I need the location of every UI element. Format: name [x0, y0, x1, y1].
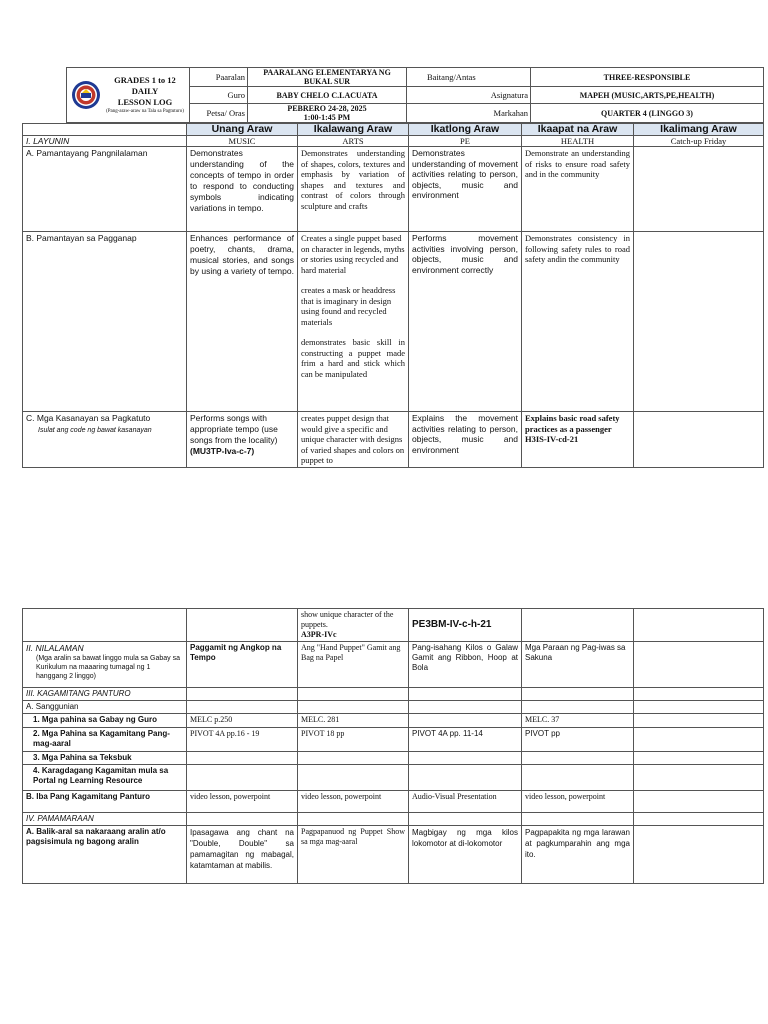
ref-label: A. Sanggunian [23, 701, 187, 714]
row-a-catchup [634, 147, 764, 232]
rb-health: video lesson, powerpoint [522, 791, 634, 813]
pa-catchup [634, 826, 764, 884]
logo-box [67, 68, 190, 123]
r4-empty-4 [522, 765, 634, 791]
lesson-table-page1 [22, 123, 764, 468]
r3-label: 3. Mga Pahina sa Teksbuk [23, 752, 187, 765]
p2-cont-pe-code: PE3BM-IV-c-h-21 [409, 609, 522, 642]
row-c-health: Explains basic road safety practices as a passenger [525, 413, 620, 434]
row-b-catchup [634, 232, 764, 412]
row-a-music: Demonstrates understanding of the concepts of tempo in order to respond to conducting symbols indicating variations in tempo. [187, 147, 298, 232]
p2-cont-arts-code: A3PR-IVc [301, 630, 337, 639]
resources-empty-5 [634, 688, 764, 701]
objectives-label: I. LAYUNIN [23, 136, 187, 147]
r3-empty-2 [298, 752, 409, 765]
resources-empty-4 [522, 688, 634, 701]
header-table [66, 67, 764, 123]
p2-cont-catchup [634, 609, 764, 642]
row-c-pe: Explains the movement activities relating to person, objects, music and environment [409, 412, 522, 468]
rb-music: video lesson, powerpoint [187, 791, 298, 813]
row-b-arts-p1: Creates a single puppet based on character in legends, myths or stories using recycled and hard material [301, 233, 405, 275]
pa-label: A. Balik-aral sa nakaraang aralin at/o pagsisimula ng bagong aralin [23, 826, 187, 884]
row-b-arts-p2: creates a mask or headdress that is imaginary in design using found and recycled materials [301, 285, 396, 327]
p2-cont-arts-cell [298, 609, 409, 642]
r1-health: MELC. 37 [522, 714, 634, 728]
p2-cont-arts: show unique character of the puppets. [301, 610, 394, 629]
day-3: Ikatlong Araw [409, 124, 522, 136]
content-health: Mga Paraan ng Pag-iwas sa Sakuna [522, 642, 634, 688]
p2-cont-music [187, 609, 298, 642]
r2-catchup [634, 728, 764, 752]
proc-empty-4 [522, 813, 634, 826]
row-b-pe: Performs movement activities involving person, objects, music and environment correctly [409, 232, 522, 412]
r1-label: 1. Mga pahina sa Gabay ng Guro [23, 714, 187, 728]
pa-pe: Magbigay ng mga kilos lokomotor at di-lokomotor [409, 826, 522, 884]
resources-empty-3 [409, 688, 522, 701]
day-2: Ikalawang Araw [298, 124, 409, 136]
grade-value: THREE-RESPONSIBLE [531, 68, 764, 87]
day-1: Unang Araw [187, 124, 298, 136]
proc-empty-3 [409, 813, 522, 826]
r4-empty-5 [634, 765, 764, 791]
row-a-pe: Demonstrates understanding of movement activities relating to person, objects, music and environment [409, 147, 522, 232]
teacher-label: Guro [190, 87, 248, 104]
row-c-health-code: H3IS-IV-cd-21 [525, 434, 579, 444]
r3-empty-5 [634, 752, 764, 765]
ref-empty-1 [187, 701, 298, 714]
proc-label: IV. PAMAMARAAN [23, 813, 187, 826]
grade-label: Baitang/Antas [407, 68, 531, 87]
p2-cont-health [522, 609, 634, 642]
row-b-music: Enhances performance of poetry, chants, drama, musical stories, and songs by using a variety of tempo. [187, 232, 298, 412]
proc-empty-2 [298, 813, 409, 826]
pa-music: Ipasagawa ang chant na "Double, Double" sa pamamagitan ng mabagal, katamtaman at mabilis. [187, 826, 298, 884]
content-arts: Ang "Hand Puppet" Gamit ang Bag na Papel [298, 642, 409, 688]
r4-empty-1 [187, 765, 298, 791]
row-b-arts-p3: demonstrates basic skill in constructing a puppet made frim a hard and stick which can be manipulated [301, 337, 405, 379]
rb-pe: Audio-Visual Presentation [409, 791, 522, 813]
logo-line4: (Pang-araw-araw na Tala sa Pagtuturo) [106, 109, 184, 114]
subject-music: MUSIC [187, 136, 298, 147]
resources-label: III. KAGAMITANG PANTURO [23, 688, 187, 701]
r1-catchup [634, 714, 764, 728]
quarter-value: QUARTER 4 (LINGGO 3) [531, 104, 764, 123]
date-time-value [248, 104, 407, 123]
row-c-label: C. Mga Kasanayan sa Pagkatuto [26, 413, 151, 423]
row-a-health: Demonstrate an understanding of risks to ensure road safety and in the community [522, 147, 634, 232]
corner-cell [23, 124, 187, 136]
ref-empty-2 [298, 701, 409, 714]
row-c-catchup [634, 412, 764, 468]
resources-empty-1 [187, 688, 298, 701]
row-c-health-cell [522, 412, 634, 468]
row-b-label: B. Pamantayan sa Pagganap [23, 232, 187, 412]
row-b-health: Demonstrates consistency in following safety rules to road safety andin the community [522, 232, 634, 412]
subject-pe: PE [409, 136, 522, 147]
r4-label: 4. Karagdagang Kagamitan mula sa Portal ng Learning Resource [23, 765, 187, 791]
day-5: Ikalimang Araw [634, 124, 764, 136]
r3-empty-4 [522, 752, 634, 765]
content-label-cell [23, 642, 187, 688]
row-c-music: Performs songs with appropriate tempo (use songs from the locality) [190, 413, 278, 445]
r1-arts: MELC. 281 [298, 714, 409, 728]
r2-music: PIVOT 4A pp.16 - 19 [187, 728, 298, 752]
school-label: Paaralan [190, 68, 248, 87]
rb-catchup [634, 791, 764, 813]
content-label: II. NILALAMAN [26, 643, 84, 653]
row-c-sublabel: Isulat ang code ng bawat kasanayan [38, 426, 152, 434]
rb-label: B. Iba Pang Kagamitang Panturo [23, 791, 187, 813]
subject-arts: ARTS [298, 136, 409, 147]
teacher-value: BABY CHELO C.LACUATA [248, 87, 407, 104]
proc-empty-5 [634, 813, 764, 826]
row-c-arts: creates puppet design that would give a specific and unique character with designs of varied shapes and colors on puppet to [298, 412, 409, 468]
lesson-table-page2 [22, 608, 764, 884]
pa-arts: Pagpapanuod ng Puppet Show sa mga mag-aaral [298, 826, 409, 884]
r1-pe [409, 714, 522, 728]
row-c-label-cell [23, 412, 187, 468]
r2-arts: PIVOT 18 pp [298, 728, 409, 752]
deped-seal-icon [71, 80, 101, 110]
day-4: Ikaapat na Araw [522, 124, 634, 136]
content-catchup [634, 642, 764, 688]
subject-catchup: Catch-up Friday [634, 136, 764, 147]
ref-empty-5 [634, 701, 764, 714]
rb-arts: video lesson, powerpoint [298, 791, 409, 813]
row-c-music-cell [187, 412, 298, 468]
row-a-label: A. Pamantayang Pangnilalaman [23, 147, 187, 232]
date-line: PEBRERO 24-28, 2025 [287, 104, 367, 113]
subject-value: MAPEH (MUSIC,ARTS,PE,HEALTH) [531, 87, 764, 104]
r3-empty-3 [409, 752, 522, 765]
row-b-arts [298, 232, 409, 412]
logo-line1: GRADES 1 to 12 [114, 75, 176, 85]
r2-health: PIVOT pp [522, 728, 634, 752]
r3-empty-1 [187, 752, 298, 765]
content-sub: (Mga aralin sa bawat linggo mula sa Gabay sa Kurikulum na maaaring tumagal ng 1 hanggang 2 linggo) [36, 655, 180, 680]
logo-line2: DAILY [131, 86, 159, 96]
r4-empty-2 [298, 765, 409, 791]
content-music: Paggamit ng Angkop na Tempo [187, 642, 298, 688]
time-line: 1:00-1:45 PM [303, 113, 351, 122]
r1-music: MELC p.250 [187, 714, 298, 728]
row-a-arts: Demonstrates understanding of shapes, colors, textures and emphasis by variation of shapes and textures and contrast of colors through sculpture and crafts [298, 147, 409, 232]
proc-empty-1 [187, 813, 298, 826]
r2-pe: PIVOT 4A pp. 11-14 [409, 728, 522, 752]
pa-health: Pagpapakita ng mga larawan at pagkumparahin ang mga ito. [522, 826, 634, 884]
logo-line3: LESSON LOG [117, 97, 173, 107]
r2-label: 2. Mga Pahina sa Kagamitang Pang-mag-aaral [23, 728, 187, 752]
p2-cont-label [23, 609, 187, 642]
subject-health: HEALTH [522, 136, 634, 147]
content-pe: Pang-isahang Kilos o Galaw Gamit ang Ribbon, Hoop at Bola [409, 642, 522, 688]
row-c-music-code: (MU3TP-Iva-c-7) [190, 446, 255, 456]
resources-empty-2 [298, 688, 409, 701]
ref-empty-3 [409, 701, 522, 714]
date-time-label: Petsa/ Oras [190, 104, 248, 123]
subject-label: Asignatura [407, 87, 531, 104]
quarter-label: Markahan [407, 104, 531, 123]
r4-empty-3 [409, 765, 522, 791]
school-value: PAARALANG ELEMENTARYA NG BUKAL SUR [248, 68, 407, 87]
ref-empty-4 [522, 701, 634, 714]
